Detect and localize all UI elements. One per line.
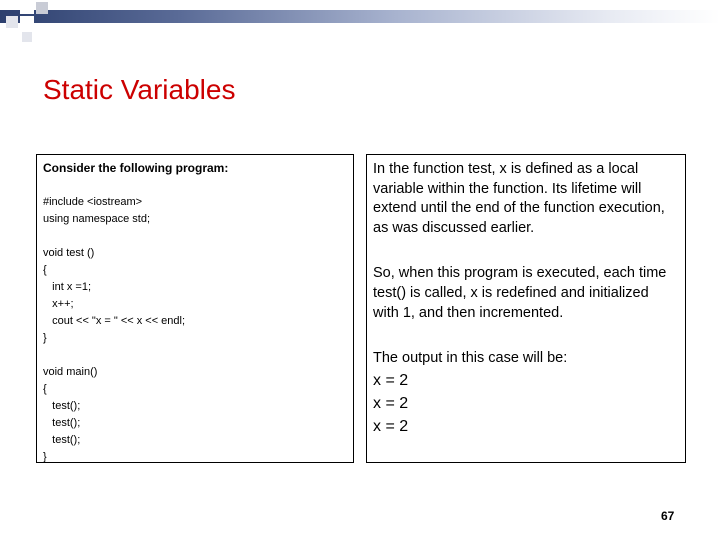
explanation-paragraph: So, when this program is executed, each time test() is called, x is redefined and initialized with 1, and then incremented. xyxy=(373,265,667,321)
decorative-square xyxy=(6,16,18,28)
code-line: void test () xyxy=(43,247,95,259)
code-line: } xyxy=(43,332,47,344)
decorative-square xyxy=(22,32,32,42)
code-panel xyxy=(36,154,354,463)
output-intro: The output in this case will be: xyxy=(373,350,568,367)
code-line: cout << "x = " << x << endl; xyxy=(43,315,186,327)
output-line: x = 2 xyxy=(373,417,409,435)
code-line: } xyxy=(43,451,47,463)
code-line: x++; xyxy=(43,298,74,310)
decorative-square xyxy=(20,16,34,30)
code-line: test(); xyxy=(43,417,81,429)
code-line: { xyxy=(43,264,47,276)
code-line: test(); xyxy=(43,400,81,412)
code-line xyxy=(43,347,185,364)
code-line: int x =1; xyxy=(43,281,91,293)
code-panel-header: Consider the following program: xyxy=(43,161,229,175)
code-line: using namespace std; xyxy=(43,213,151,225)
page-number: 67 xyxy=(661,509,675,523)
code-line: #include <iostream> xyxy=(43,196,143,208)
output-line: x = 2 xyxy=(373,371,409,389)
explanation-paragraph: In the function test, x is defined as a local variable within the function. Its lifetime will extend until the end of the function execution, as was discussed earlier. xyxy=(373,161,665,236)
code-line: test(); xyxy=(43,434,81,446)
output-section xyxy=(373,349,677,438)
header-gradient-band xyxy=(0,10,720,23)
code-line: void main() xyxy=(43,366,98,378)
code-line: { xyxy=(43,383,47,395)
explanation-panel xyxy=(366,154,686,463)
decorative-square xyxy=(20,0,34,14)
code-line xyxy=(43,228,185,245)
code-listing xyxy=(43,194,185,463)
slide-title: Static Variables xyxy=(43,74,236,105)
output-line: x = 2 xyxy=(373,394,409,412)
decorative-square xyxy=(36,2,48,14)
